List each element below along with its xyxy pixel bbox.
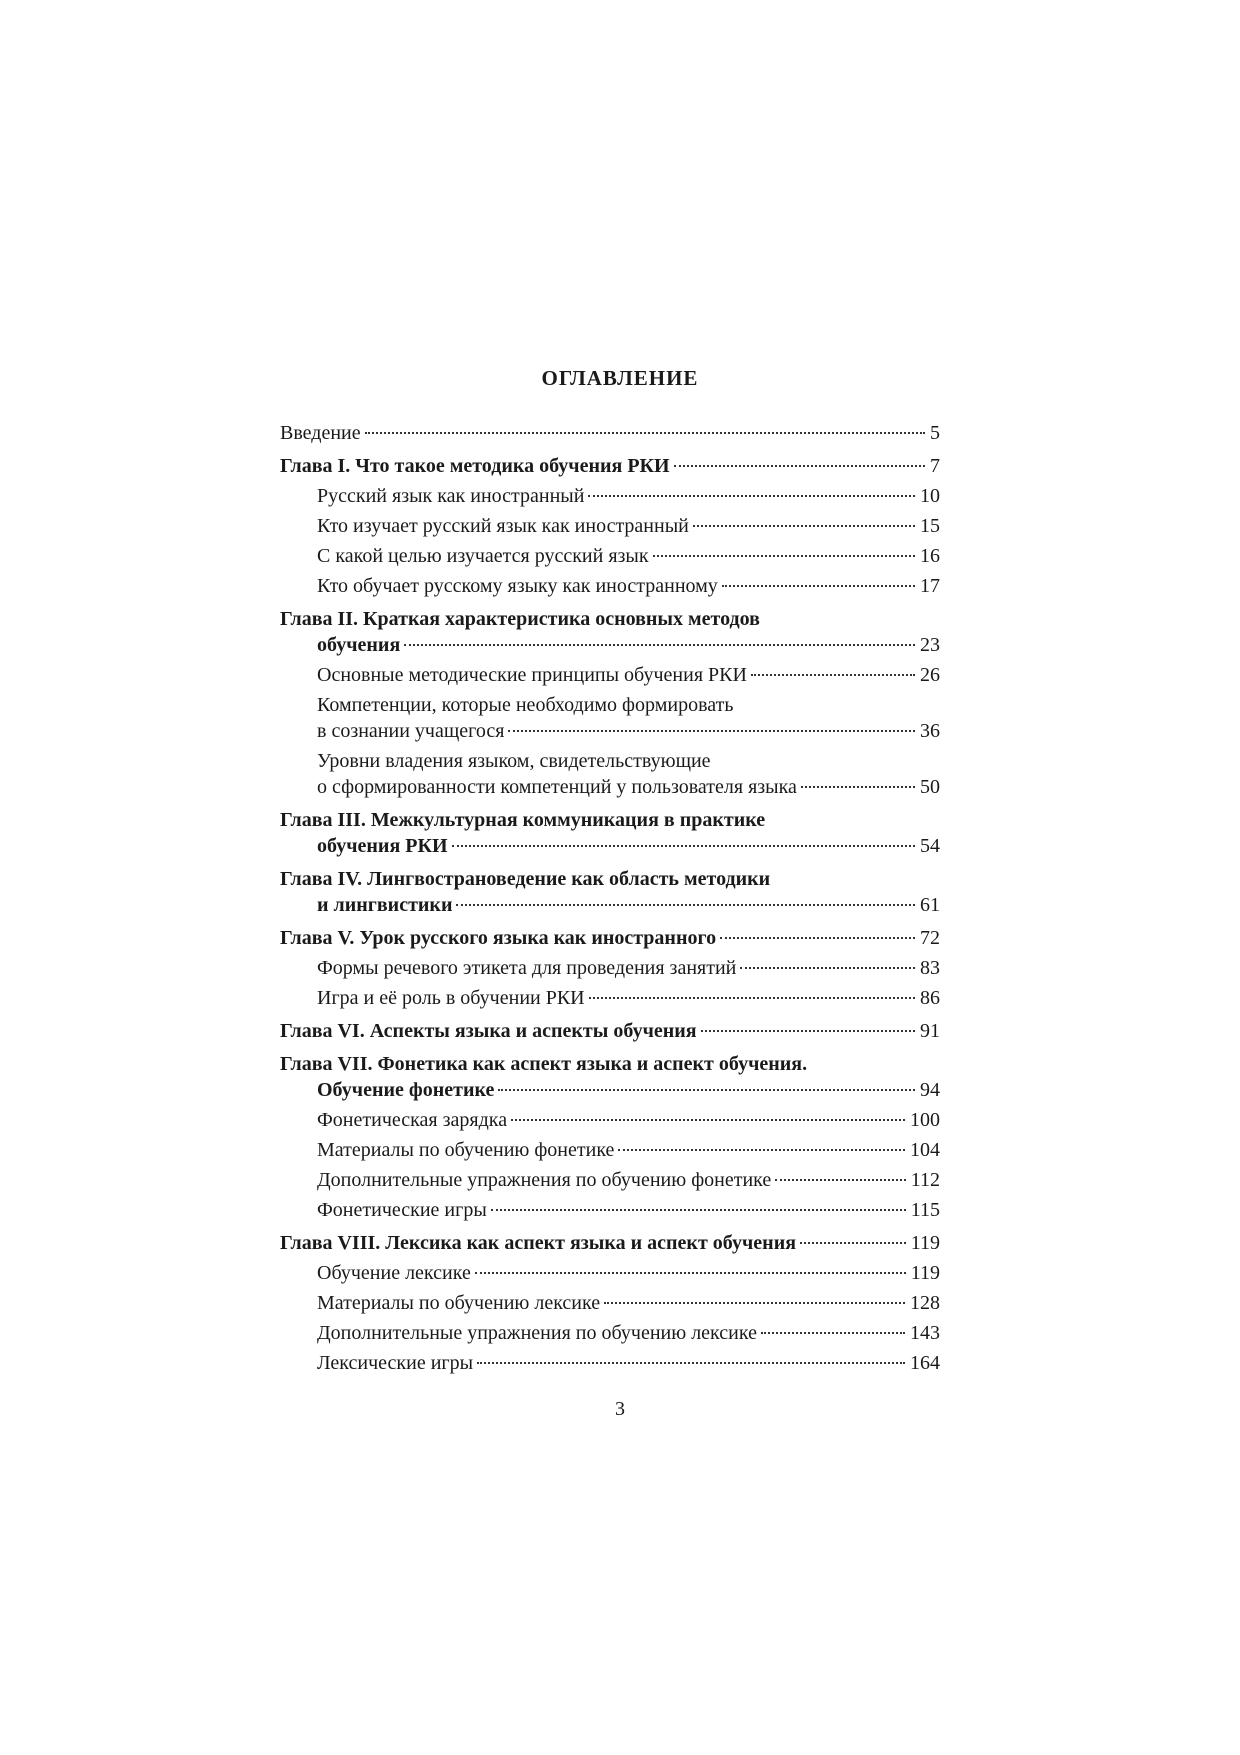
toc-entry-title: Фонетические игры bbox=[317, 1199, 487, 1221]
toc-entry bbox=[280, 1350, 940, 1376]
toc-entry-title: Глава VI. Аспекты языка и аспекты обучения bbox=[280, 1020, 697, 1042]
dot-leader bbox=[740, 966, 915, 969]
toc-entry-title: Глава I. Что такое методика обучения РКИ bbox=[280, 455, 670, 477]
toc-entry bbox=[280, 513, 940, 539]
toc-chapter-entry bbox=[280, 1018, 940, 1044]
toc-entry bbox=[280, 955, 940, 981]
toc-entry-title: обучения bbox=[317, 634, 401, 656]
toc-entry-page: 100 bbox=[910, 1109, 940, 1131]
dot-leader bbox=[589, 996, 915, 999]
dot-leader bbox=[508, 729, 915, 732]
toc-entry-title: Формы речевого этикета для проведения занятий bbox=[317, 957, 737, 979]
toc-entry bbox=[280, 420, 940, 446]
toc-entry-title: о сформированности компетенций у пользователя языка bbox=[317, 776, 797, 798]
toc-entry-title-first-line: Глава III. Межкультурная коммуникация в практике bbox=[280, 809, 766, 831]
dot-leader bbox=[653, 554, 915, 557]
toc-entry bbox=[280, 1107, 940, 1133]
toc-entry-title: и лингвистики bbox=[317, 894, 453, 916]
toc-entry-page: 17 bbox=[920, 575, 940, 597]
dot-leader bbox=[701, 1029, 915, 1032]
toc-entry-page: 72 bbox=[920, 927, 940, 949]
page-number: 3 bbox=[615, 1398, 625, 1420]
dot-leader bbox=[618, 1148, 905, 1151]
toc-entry-title: Обучение фонетике bbox=[317, 1079, 495, 1101]
toc-entry-page: 164 bbox=[910, 1352, 940, 1374]
toc-entry-page: 54 bbox=[920, 835, 940, 857]
toc-entry-title-first-line: Компетенции, которые необходимо формировать bbox=[317, 694, 734, 716]
toc-entry-title: С какой целью изучается русский язык bbox=[317, 545, 649, 567]
toc-entry-page: 104 bbox=[910, 1139, 940, 1161]
dot-leader bbox=[775, 1178, 905, 1181]
toc-entry bbox=[280, 748, 940, 800]
toc-entry-page: 23 bbox=[920, 634, 940, 656]
toc-entry-title: Кто обучает русскому языку как иностранному bbox=[317, 575, 718, 597]
toc-entry bbox=[280, 692, 940, 744]
toc-entry-page: 128 bbox=[910, 1292, 940, 1314]
toc-entry-title-first-line: Уровни владения языком, свидетельствующие bbox=[317, 750, 711, 772]
toc-entry-title: Дополнительные упражнения по обучению фонетике bbox=[317, 1169, 772, 1191]
toc-entry-page: 7 bbox=[930, 455, 940, 477]
toc-entry-title-first-line: Глава IV. Лингвострановедение как область методики bbox=[280, 868, 771, 890]
toc-entry-title: Глава VIII. Лексика как аспект языка и аспект обучения bbox=[280, 1232, 797, 1254]
toc-entry-page: 61 bbox=[920, 894, 940, 916]
toc-entry-page: 119 bbox=[910, 1262, 940, 1284]
toc-entry bbox=[280, 662, 940, 688]
toc-entry-page: 36 bbox=[920, 720, 940, 742]
dot-leader bbox=[475, 1271, 906, 1274]
dot-leader bbox=[722, 584, 915, 587]
dot-leader bbox=[456, 903, 915, 906]
toc-entry-page: 10 bbox=[920, 485, 940, 507]
toc-entry-title: Основные методические принципы обучения РКИ bbox=[317, 664, 747, 686]
toc-chapter-entry bbox=[280, 925, 940, 951]
dot-leader bbox=[761, 1331, 905, 1334]
dot-leader bbox=[693, 524, 915, 527]
toc-entry-title-first-line: Глава II. Краткая характеристика основных методов bbox=[280, 608, 760, 630]
dot-leader bbox=[511, 1118, 905, 1121]
toc-entry-title: Глава V. Урок русского языка как иностранного bbox=[280, 927, 717, 949]
toc-entry-title: Кто изучает русский язык как иностранный bbox=[317, 515, 689, 537]
toc-entry-page: 15 bbox=[920, 515, 940, 537]
toc-entry-title: Русский язык как иностранный bbox=[317, 485, 585, 507]
toc-chapter-entry bbox=[280, 1230, 940, 1256]
toc-entry bbox=[280, 483, 940, 509]
toc-entry-title: обучения РКИ bbox=[317, 835, 448, 857]
toc-entry-title-first-line: Глава VII. Фонетика как аспект языка и аспект обучения. bbox=[280, 1053, 808, 1075]
toc-entry bbox=[280, 1167, 940, 1193]
toc-entry-title: Обучение лексике bbox=[317, 1262, 471, 1284]
toc-chapter-entry bbox=[280, 866, 940, 918]
toc-entry bbox=[280, 1320, 940, 1346]
toc-chapter-entry bbox=[280, 606, 940, 658]
toc-chapter-entry bbox=[280, 453, 940, 479]
dot-leader bbox=[751, 673, 915, 676]
toc-entry-title: Дополнительные упражнения по обучению лексике bbox=[317, 1322, 757, 1344]
toc-entry-page: 83 bbox=[920, 957, 940, 979]
dot-leader bbox=[720, 936, 915, 939]
dot-leader bbox=[491, 1208, 906, 1211]
toc-entry-title: Фонетическая зарядка bbox=[317, 1109, 508, 1131]
toc-entry-page: 26 bbox=[920, 664, 940, 686]
table-of-contents bbox=[280, 420, 940, 1376]
dot-leader bbox=[604, 1301, 905, 1304]
toc-entry bbox=[280, 985, 940, 1011]
toc-entry bbox=[280, 1290, 940, 1316]
toc-entry-page: 94 bbox=[920, 1079, 940, 1101]
toc-entry-page: 86 bbox=[920, 987, 940, 1009]
toc-entry-page: 119 bbox=[910, 1232, 940, 1254]
toc-entry-page: 115 bbox=[910, 1199, 940, 1221]
toc-entry-page: 112 bbox=[910, 1169, 940, 1191]
dot-leader bbox=[452, 844, 915, 847]
toc-entry-page: 16 bbox=[920, 545, 940, 567]
toc-entry-title: Игра и её роль в обучении РКИ bbox=[317, 987, 585, 1009]
dot-leader bbox=[404, 643, 915, 646]
toc-entry bbox=[280, 1197, 940, 1223]
dot-leader bbox=[498, 1088, 915, 1091]
dot-leader bbox=[674, 464, 925, 467]
toc-entry-title: Введение bbox=[280, 422, 361, 444]
page-title: ОГЛАВЛЕНИЕ bbox=[541, 366, 699, 390]
toc-chapter-entry bbox=[280, 1051, 940, 1103]
dot-leader bbox=[477, 1361, 905, 1364]
dot-leader bbox=[801, 785, 915, 788]
toc-entry-page: 91 bbox=[920, 1020, 940, 1042]
toc-chapter-entry bbox=[280, 807, 940, 859]
dot-leader bbox=[365, 431, 925, 434]
toc-entry bbox=[280, 1137, 940, 1163]
toc-entry-page: 5 bbox=[930, 422, 940, 444]
toc-entry-title: в сознании учащегося bbox=[317, 720, 505, 742]
toc-entry-title: Материалы по обучению фонетике bbox=[317, 1139, 615, 1161]
toc-entry-title: Материалы по обучению лексике bbox=[317, 1292, 601, 1314]
dot-leader bbox=[800, 1241, 906, 1244]
toc-entry bbox=[280, 543, 940, 569]
toc-entry bbox=[280, 1260, 940, 1286]
toc-entry-page: 143 bbox=[910, 1322, 940, 1344]
toc-entry-title: Лексические игры bbox=[317, 1352, 474, 1374]
dot-leader bbox=[588, 494, 915, 497]
toc-entry-page: 50 bbox=[920, 776, 940, 798]
toc-entry bbox=[280, 573, 940, 599]
